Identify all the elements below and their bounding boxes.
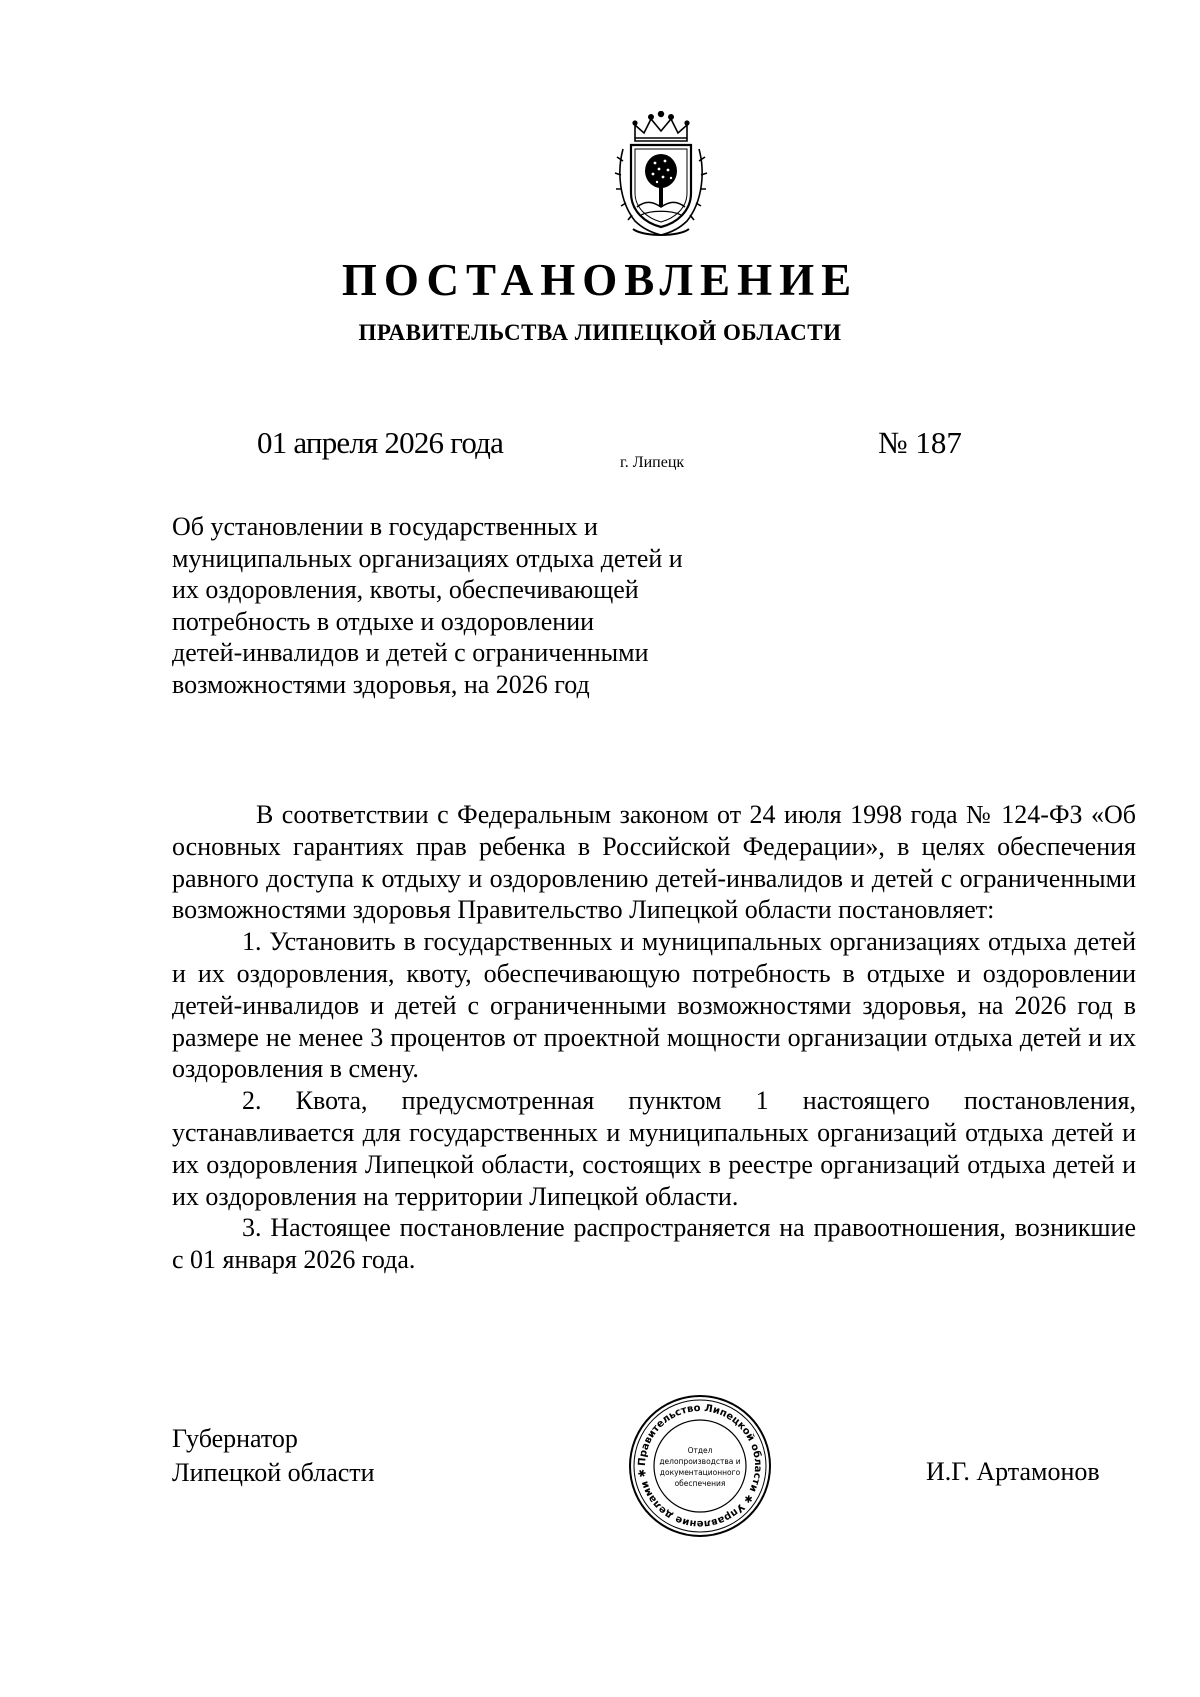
svg-text:Правительство Липецкой области: Правительство Липецкой области ✱ Управление делами ✱: [636, 1402, 764, 1530]
document-city: г. Липецк: [620, 454, 685, 471]
svg-text:Отдел: Отдел: [687, 1446, 713, 1455]
position-line: Губернатор: [172, 1424, 298, 1453]
signatory-position: [172, 1422, 375, 1490]
subject-line: потребность в отдыхе и оздоровлении: [172, 606, 595, 636]
document-number: № 187: [878, 425, 962, 460]
subject-line: муниципальных организациях отдыха детей и: [172, 543, 683, 573]
lipetsk-coat-of-arms-icon: [613, 111, 709, 239]
svg-text:обеспечения: обеспечения: [674, 1479, 726, 1488]
signatory-name: И.Г. Артамонов: [926, 1457, 1100, 1486]
position-line: Липецкой области: [172, 1458, 375, 1487]
document-title: ПОСТАНОВЛЕНИЕ: [341, 255, 859, 305]
item-1-paragraph: 1. Установить в государственных и муниципальных организациях отдыха детей и их оздоровления, квоту, обеспечивающую потребность в отдыхе и оздоровлении детей-инвалидов и детей с ограниченными возможностями здоровья, на 2026 год в размере не менее 3 процентов от проектной мощности организации отдыха детей и их оздоровления в смену.: [172, 927, 1136, 1084]
subject-line: детей-инвалидов и детей с ограниченными: [172, 638, 649, 667]
preamble-paragraph: В соответствии с Федеральным законом от 24 июля 1998 года № 124-ФЗ «Об основных гарантиях прав ребенка в Российской Федерации», в целях обеспечения равного доступа к отдыху и оздоровлению детей-инвалидов и детей с ограниченными возможностями здоровья Правительство Липецкой области постановляет:: [172, 800, 1136, 925]
document-date: 01 апреля 2026 года: [257, 425, 504, 460]
document-subject: [172, 511, 792, 700]
svg-text:документационного: документационного: [659, 1468, 741, 1477]
official-round-stamp-icon: [627, 1393, 773, 1539]
subject-line: Об установлении в государственных и: [172, 512, 598, 541]
document-subtitle: ПРАВИТЕЛЬСТВА ЛИПЕЦКОЙ ОБЛАСТИ: [358, 320, 842, 345]
subject-line: их оздоровления, квоты, обеспечивающей: [172, 575, 639, 604]
svg-text:делопроизводства и: делопроизводства и: [659, 1457, 741, 1466]
subject-line: возможностями здоровья, на 2026 год: [172, 669, 590, 699]
document-body: [172, 799, 1136, 1276]
item-2-paragraph: 2. Квота, предусмотренная пунктом 1 настоящего постановления, устанавливается для государственных и муниципальных организаций отдыха детей и их оздоровления Липецкой области, состоящих в реестре организаций отдыха детей и их оздоровления на территории Липецкой области.: [172, 1086, 1136, 1211]
item-3-paragraph: 3. Настоящее постановление распространяется на правоотношения, возникшие с 01 января 2026 года.: [172, 1213, 1136, 1275]
